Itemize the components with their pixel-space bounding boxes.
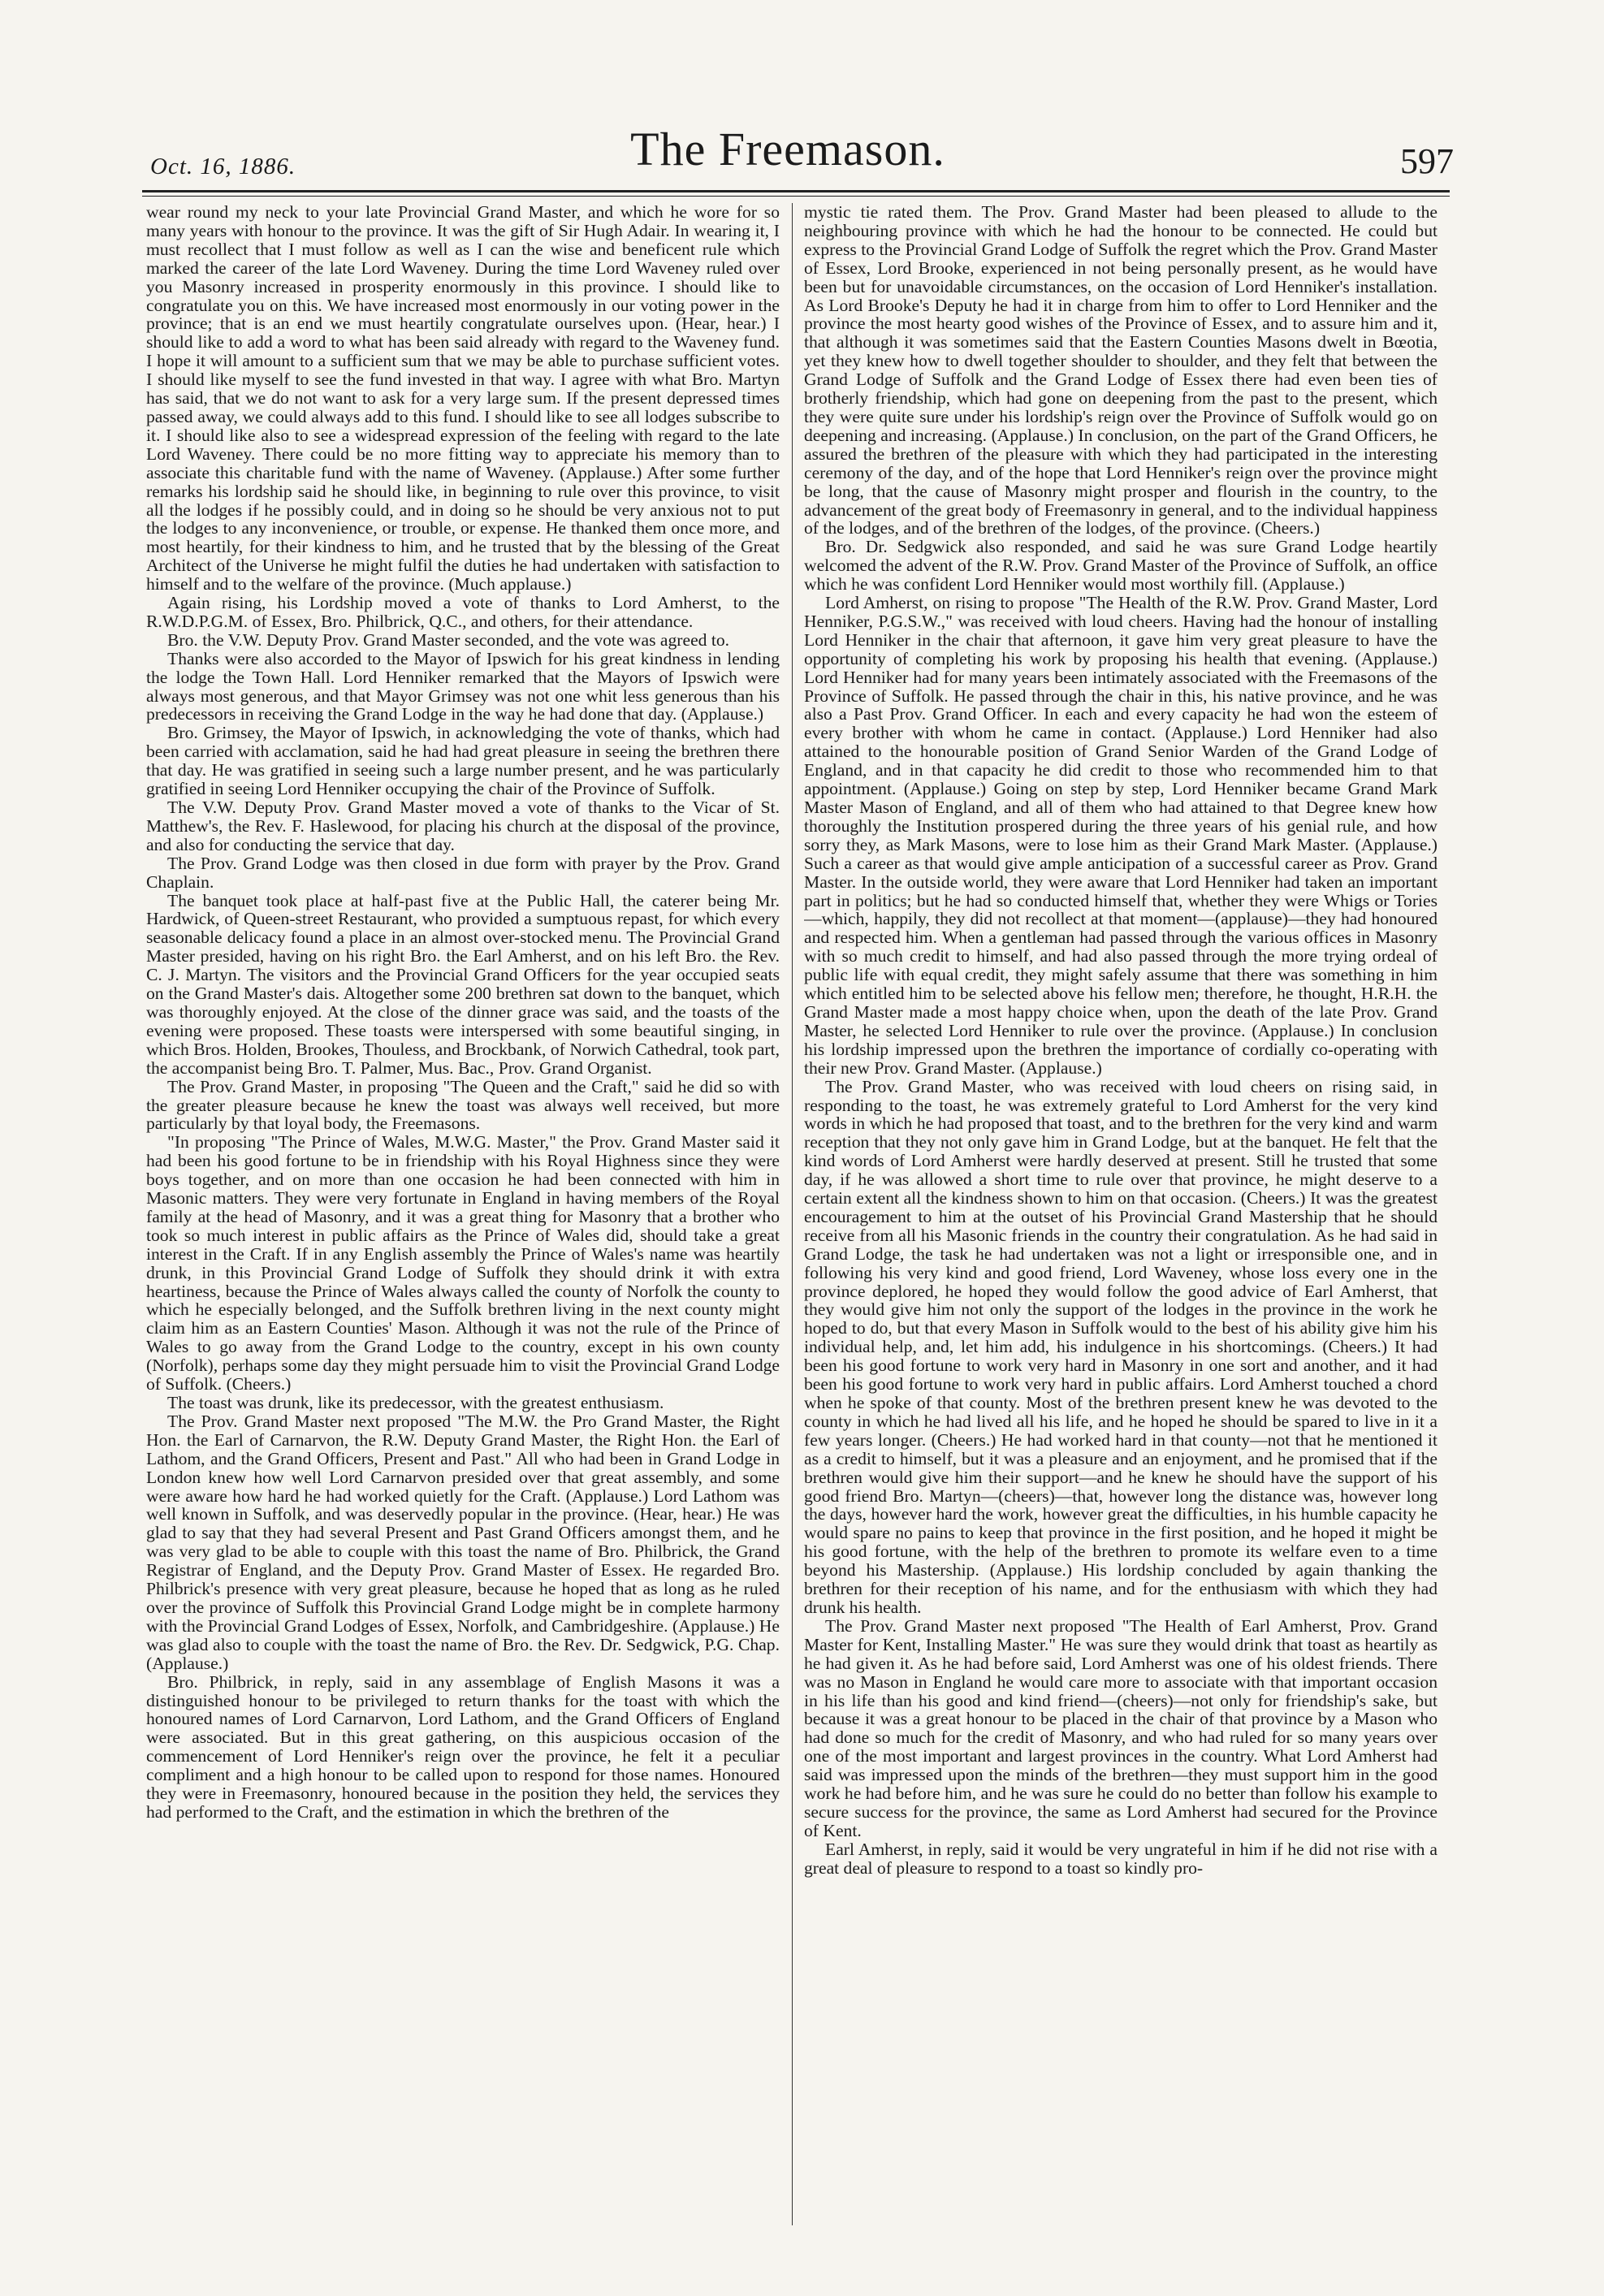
article-paragraph: The Prov. Grand Master next proposed "The Health of Earl Amherst, Prov. Grand Master for Kent, Installing Master." He was sure they would drink that toast as heartily as he had given it. As he had before said, Lord Amherst was one of his oldest friends. There was no Mason in England he would care more to associate with that important occasion in his life than his good and kind friend—(cheers)—not only for friendship's sake, but because it was a great honour to be placed in the chair of that province by a Mason who had done so much for the credit of Masonry, and who had ruled for so many years over one of the most important and largest provinces in the country. What Lord Amherst had said was impressed upon the minds of the brethren—they must support him in the good work he had before him, and he was sure he could do no better than follow his example to secure success for the province, the same as Lord Amherst had secured for the Province of Kent. — [804, 1615, 1438, 1840]
article-paragraph: The Prov. Grand Master next proposed "The M.W. the Pro Grand Master, the Right Hon. the Earl of Carnarvon, the R.W. Deputy Grand Master, the Right Hon. the Earl of Lathom, and the Grand Officers, Present and Past." All who had been in Grand Lodge in London knew how well Lord Carnarvon presided over that great assembly, and some were aware how hard he had worked quietly for the Craft. (Applause.) Lord Lathom was well known in Suffolk, and was deservedly popular in the province. (Hear, hear.) He was glad to say that they had several Present and Past Grand Officers amongst them, and he was very glad to be able to couple with this toast the name of Bro. Philbrick, the Grand Registrar of England, and the Deputy Prov. Grand Master of Essex. He regarded Bro. Philbrick's presence with very great pleasure, because he hoped that as long as he ruled over the province of Suffolk this Provincial Grand Lodge might be in complete harmony with the Provincial Grand Lodges of Essex, Norfolk, and Cambridgeshire. (Applause.) He was glad also to couple with the toast the name of Bro. the Rev. Dr. Sedgwick, P.G. Chap. (Applause.) — [146, 1411, 780, 1673]
article-paragraph: Lord Amherst, on rising to propose "The Health of the R.W. Prov. Grand Master, Lord Henniker, P.G.S.W.," was received with loud cheers. Having had the honour of installing Lord Henniker in the chair that afternoon, it gave him very great pleasure to have the opportunity of completing his work by proposing his health that evening. (Applause.) Lord Henniker had for many years been intimately associated with the Freemasons of the Province of Suffolk. He passed through the chair in this, his native province, and he was also a Past Prov. Grand Officer. In each and every capacity he had won the esteem of every brother with whom he came in contact. (Applause.) Lord Henniker had also attained to the honourable position of Grand Senior Warden of the Grand Lodge of England, and in that capacity he did credit to those who recommended him to that appointment. (Applause.) Going on step by step, Lord Henniker became Grand Mark Master Mason of England, and all of them who had attained to that Degree knew how thoroughly the Institution prospered during the three years of his genial rule, and how sorry they, as Mark Masons, were to lose him as their Grand Mark Master. (Applause.) Such a career as that would give ample anticipation of a successful career as Prov. Grand Master. In the outside world, they were aware that Lord Henniker had taken an important part in politics; but he had so conducted himself that, whether they were Whigs or Tories—which, happily, they did not recollect at that moment—(applause)—they had honoured and respected him. When a gentleman had passed through the various offices in Masonry with so much credit to himself, and had also passed through the more trying ordeal of public life with equal credit, they might safely assume that there was something in him which entitled him to be selected above his fellow men; therefore, he thought, H.R.H. the Grand Master made a most happy choice when, upon the death of the late Prov. Grand Master, he selected Lord Henniker to rule over the province. (Applause.) In conclusion his lordship impressed upon the brethren the importance of cordially co-operating with their new Prov. Grand Master. (Applause.) — [804, 593, 1438, 1078]
article-paragraph: The toast was drunk, like its predecessor, with the greatest enthusiasm. — [167, 1393, 664, 1412]
right-column — [804, 203, 1438, 2233]
issue-date: Oct. 16, 1886. — [150, 153, 296, 179]
left-column — [146, 203, 780, 2233]
article-paragraph: mystic tie rated them. The Prov. Grand Master had been pleased to allude to the neighbouring province with which he had the honour to be connected. He could but express to the Provincial Grand Lodge of Suffolk the regret which the Prov. Grand Master of Essex, Lord Brooke, experienced in not being personally present, as he would have been but for unavoidable circumstances, on the occasion of Lord Henniker's installation. As Lord Brooke's Deputy he had it in charge from him to offer to Lord Henniker and the province the most hearty good wishes of the Province of Essex, and to assure him and it, that although it was sometimes said that the Eastern Counties Masons dwelt in Bœotia, yet they knew how to dwell together shoulder to shoulder, and they felt that between the Grand Lodge of Suffolk and the Grand Lodge of Essex there had even been ties of brotherly friendship, which had gone on deepening from the past to the present, which they were quite sure under his lordship's reign over the Province of Suffolk would go on deepening and increasing. (Applause.) In conclusion, on the part of the Grand Officers, he assured the brethren of the pleasure with which they had participated in the interesting ceremony of the day, and of the hope that Lord Henniker's reign over the province might be long, that the cause of Masonry might prosper and flourish in the country, to the advancement of the great body of Freemasonry in general, and to the individual happiness of the lodges, and of the brethren of the lodges, of the province. (Cheers.) — [804, 203, 1438, 538]
newspaper-title: The Freemason. — [630, 123, 945, 175]
header-rule-thin — [142, 196, 1450, 197]
masthead — [122, 122, 1454, 185]
article-paragraph: The banquet took place at half-past five at the Public Hall, the caterer being Mr. Hardwick, of Queen-street Restaurant, who provided a sumptuous repast, for which every seasonable delicacy found a place in an almost over-stocked menu. The Provincial Grand Master presided, having on his right Bro. the Earl Amherst, and on his left Bro. the Rev. C. J. Martyn. The visitors and the Provincial Grand Officers for the year occupied seats on the Grand Master's dais. Altogether some 200 brethren sat down to the banquet, which was thoroughly enjoyed. At the close of the dinner grace was said, and the toasts of the evening were proposed. These toasts were interspersed with some beautiful singing, in which Bros. Holden, Brookes, Thouless, and Brockbank, of Norwich Cathedral, took part, the accompanist being Bro. T. Palmer, Mus. Bac., Prov. Grand Organist. — [146, 890, 780, 1078]
article-paragraph: Bro. Philbrick, in reply, said in any assemblage of English Masons it was a distinguished honour to be privileged to return thanks for the toast with which the honoured names of Lord Carnarvon, Lord Lathom, and the Grand Officers of England were associated. But in this great gathering, on this auspicious occasion of the commencement of Lord Henniker's reign over the province, he felt it a peculiar compliment and a high honour to be called upon to respond for those names. Honoured they were in Freemasonry, honoured because in the position they held, the services they had performed to the Craft, and the estimation in which the brethren of the — [146, 1671, 780, 1822]
article-paragraph: Again rising, his Lordship moved a vote of thanks to Lord Amherst, to the R.W.D.P.G.M. of Essex, Bro. Philbrick, Q.C., and others, for their attendance. — [146, 593, 780, 631]
article-paragraph: Bro. Grimsey, the Mayor of Ipswich, in acknowledging the vote of thanks, which had been carried with acclamation, said he had had great pleasure in seeing the brethren there that day. He was gratified in seeing such a large number present, and he was particularly gratified in seeing Lord Henniker occupying the chair of the Province of Suffolk. — [146, 723, 780, 799]
article-paragraph: The Prov. Grand Lodge was then closed in due form with prayer by the Prov. Grand Chaplain. — [146, 853, 780, 892]
article-paragraph: wear round my neck to your late Provincial Grand Master, and which he wore for so many years with honour to the province. It was the gift of Sir Hugh Adair. In wearing it, I must recollect that I must follow as well as I can the wise and beneficent rule which marked the career of the late Lord Waveney. During the time Lord Waveney ruled over you Masonry increased in prosperity enormously in this province. I should like to congratulate you on this. We have increased most enormously in our voting power in the province; that is an end we must heartily congratulate ourselves upon. (Hear, hear.) I should like to add a word to what has been said already with regard to the Waveney fund. I hope it will amount to a sufficient sum that we may be able to purchase sufficient votes. I should like myself to see the fund invested in that way. I agree with what Bro. Martyn has said, that we do not want to ask for a very large sum. If the present depressed times passed away, we could always add to this fund. I should like to see all lodges subscribe to it. I should like also to see a widespread expression of the feeling with regard to the late Lord Waveney. There could be no more fitting way to appreciate his memory than to associate this charitable fund with the name of Waveney. (Applause.) After some further remarks his lordship said he should like, in beginning to rule over this province, to visit all the lodges if he possibly could, and in doing so he should be very anxious not to put the lodges to any inconvenience, or trouble, or expense. He thanked them once more, and most heartily, for their kindness to him, and he trusted that by the blessing of the Great Architect of the Universe he might fulfil the duties he had undertaken with satisfaction to himself and to the welfare of the province. (Much applause.) — [146, 203, 780, 595]
article-paragraph: Earl Amherst, in reply, said it would be very ungrateful in him if he did not rise with a great deal of pleasure to respond to a toast so kindly pro- — [804, 1839, 1438, 1878]
article-paragraph: Bro. the V.W. Deputy Prov. Grand Master seconded, and the vote was agreed to. — [167, 629, 730, 650]
article-paragraph: "In proposing "The Prince of Wales, M.W.G. Master," the Prov. Grand Master said it had been his good fortune to be in friendship with his Royal Highness since they were boys together, and on more than one occasion he had been connected with him in Masonic matters. They were very fortunate in England in having members of the Royal family at the head of Masonry, and it was a great thing for Masonry that a brother who took so much interest in public affairs as the Prince of Wales did, should take a great interest in the Craft. If in any English assembly the Prince of Wales's name was heartily drunk, in this Provincial Grand Lodge of Suffolk they should drink it with extra heartiness, because the Prince of Wales always called the county of Norfolk the county to which he especially belonged, and the Suffolk brethren living in the next county might claim him as an Eastern Counties' Mason. Although it was not the rule of the Prince of Wales to go away from the Grand Lodge to the country, except in his own county (Norfolk), perhaps some day they might persuade him to visit the Provincial Grand Lodge of Suffolk. (Cheers.) — [146, 1132, 780, 1394]
column-divider — [792, 203, 793, 2225]
article-paragraph: Bro. Dr. Sedgwick also responded, and said he was sure Grand Lodge heartily welcomed the advent of the R.W. Prov. Grand Master of the Province of Suffolk, an office which he was confident Lord Henniker would most worthily fill. (Applause.) — [804, 537, 1438, 595]
article-paragraph: The V.W. Deputy Prov. Grand Master moved a vote of thanks to the Vicar of St. Matthew's, the Rev. F. Haslewood, for placing his church at the disposal of the province, and also for conducting the service that day. — [146, 798, 780, 854]
article-paragraph: The Prov. Grand Master, in proposing "The Queen and the Craft," said he did so with the greater pleasure because he knew the toast was always well received, but more particularly by that loyal body, the Freemasons. — [146, 1076, 780, 1134]
page-number: 597 — [1400, 141, 1454, 181]
header-rule-thick — [142, 190, 1450, 192]
article-paragraph: The Prov. Grand Master, who was received with loud cheers on rising said, in responding to the toast, he was extremely grateful to Lord Amherst for the very kind words in which he had proposed that toast, and to the brethren for the very kind and warm reception that they not only gave him in Grand Lodge, but at the banquet. He felt that the kind words of Lord Amherst were hardly deserved at present. Still he trusted that some day, if he was allowed a short time to rule over that province, he might deserve to a certain extent all the kindness shown to him on that occasion. (Cheers.) It was the greatest encouragement to him at the outset of his Provincial Grand Mastership that he should receive from all his Masonic friends in the country their congratulation. As he had said in Grand Lodge, the task he had undertaken was not a light or irresponsible one, and in following his very kind and good friend, Lord Waveney, whose loss every one in the province deplored, he hoped they would follow the good advice of Earl Amherst, that they would give him not only the support of the lodges in the province in the work he hoped to do, but that every Mason in Suffolk would to the best of his ability give him his individual help, and, let him add, his indulgence in his shortcomings. (Cheers.) It had been his good fortune to work very hard in Masonry in one sort and another, and it had been his good fortune to work very hard in public affairs. Lord Amherst touched a chord when he spoke of that county. Most of the brethren present knew he was devoted to the county in which he had lived all his life, and he hoped he should be spared to live in it a few years longer. (Cheers.) He had worked hard in that county—not that he mentioned it as a credit to himself, but it was a pleasure and an enjoyment, and he promised that if the brethren would give him their support—and he knew he should have the support of his good friend Bro. Martyn—(cheers)—that, however long the distance was, however long the days, however hard the work, however great the difficulties, in his humble capacity he would spare no pains to keep that province in the first position, and he hoped it might be his good fortune, with the help of the brethren to promote its welfare even to a time beyond his Mastership. (Applause.) His lordship concluded by again thanking the brethren for their reception of his name, and for the enthusiasm with which they had drunk his health. — [804, 1076, 1438, 1617]
article-paragraph: Thanks were also accorded to the Mayor of Ipswich for his great kindness in lending the lodge the Town Hall. Lord Henniker remarked that the Mayors of Ipswich were always most generous, and that Mayor Grimsey was not one whit less generous than his predecessors in receiving the Grand Lodge in the way he had done that day. (Applause.) — [146, 648, 780, 724]
